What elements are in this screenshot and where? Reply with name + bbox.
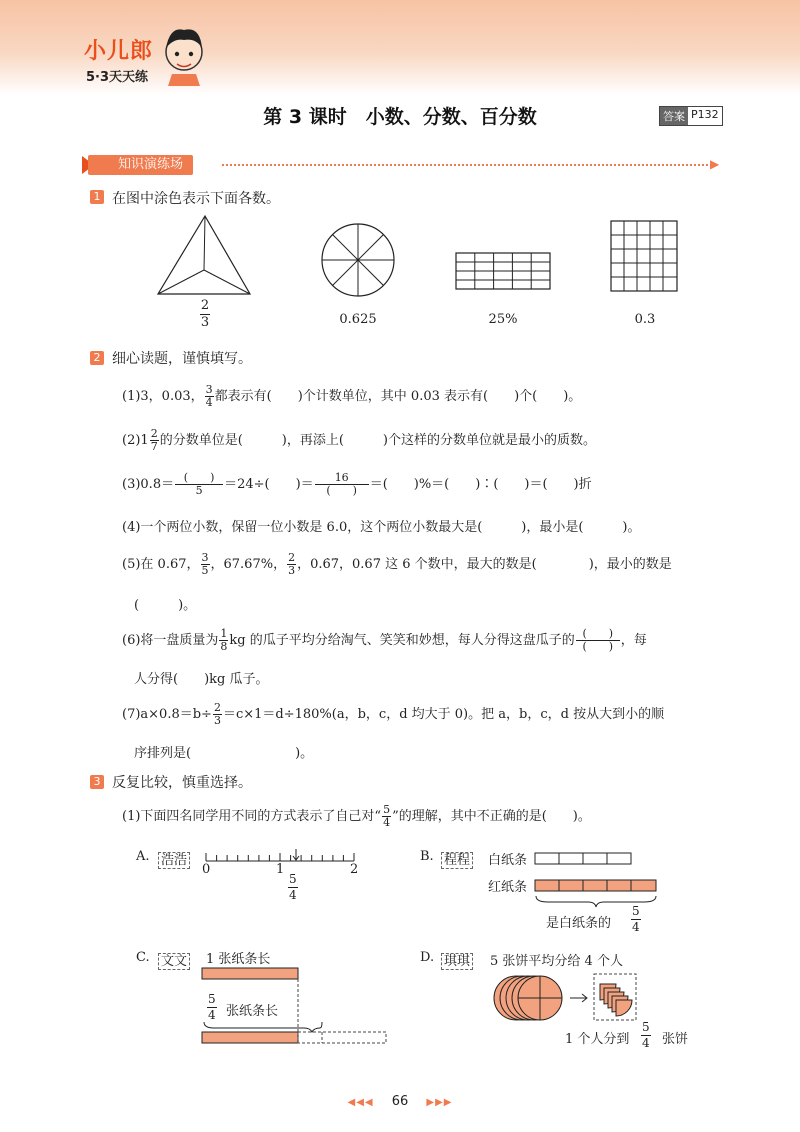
text-segment: (7)a×0.8＝b÷	[122, 707, 212, 722]
denominator: 5	[201, 564, 209, 577]
text-segment: ，每	[620, 633, 647, 648]
red-strip-note: 是白纸条的	[546, 916, 612, 931]
student-name: 琪琪	[441, 953, 473, 970]
section-divider	[222, 164, 712, 166]
denominator: 4	[289, 888, 297, 902]
numerator: 2	[213, 701, 221, 714]
question-text: 细心读题，谨慎填写。	[112, 351, 252, 367]
denominator: 4	[632, 920, 640, 934]
numerator: ( )	[576, 628, 620, 641]
numerator: 1	[220, 627, 228, 640]
q2-line-6	[122, 628, 647, 653]
cake-illustration	[490, 970, 650, 1026]
q2-line-5	[122, 552, 672, 577]
strip-label: 张纸条长	[226, 1004, 279, 1019]
tick-label: 2	[350, 862, 359, 877]
text-segment: ”的理解，其中不正确的是( )。	[392, 809, 591, 824]
fraction-label	[190, 298, 220, 331]
q2-line-2	[122, 428, 596, 453]
numerator: 3	[201, 551, 209, 564]
q2-line-7	[122, 702, 664, 727]
note-fraction	[630, 904, 642, 935]
text-segment: ，0.6̇7̇，0.67̇ 这 6 个数中，最大的数是( )，最小的数是	[297, 557, 672, 572]
text-segment: (1)3，0.03，	[122, 389, 204, 404]
numerator: 2	[288, 551, 296, 564]
option-b-letter[interactable]: B.	[420, 849, 434, 864]
denominator: 5	[195, 484, 203, 497]
denominator: ( )	[326, 484, 357, 497]
numerator: 2	[150, 427, 158, 440]
brand-logo: 小儿郎	[84, 39, 154, 64]
cake-unit-label: 张饼	[662, 1032, 689, 1047]
numerator: 16	[315, 472, 369, 485]
text-segment: 的分数单位是( )，再添上( )个这样的分数单位就是最小的质数。	[159, 433, 596, 448]
page-title: 第 3 课时 小数、分数、百分数	[263, 106, 537, 128]
cake-result-label: 1 个人分到	[565, 1032, 630, 1047]
question-number: 3	[90, 775, 104, 789]
numerator: 5	[383, 803, 391, 816]
text-segment: ＝c×1＝d÷180%(a，b，c，d 均大于 0)。把 a，b，c，d 按从大到小的顺	[222, 707, 665, 722]
text-segment: kg 的瓜子平均分给淘气、笑笑和妙想，每人分得这盘瓜子的	[229, 633, 575, 648]
answer-ref	[659, 106, 723, 126]
page-footer	[0, 1094, 800, 1109]
decimal-label: 0.625	[339, 312, 377, 327]
q2-line-7b: 序排列是( )。	[134, 746, 314, 761]
percent-label: 25%	[488, 312, 518, 327]
question-number: 2	[90, 351, 104, 365]
cake-sharing-label: 5 张饼平均分给 4 个人	[490, 954, 623, 969]
q2-line-1	[122, 384, 581, 409]
option-c-letter[interactable]: C.	[136, 950, 150, 965]
option-d-name	[441, 950, 473, 969]
numerator: 5	[642, 1020, 650, 1034]
q2-line-4: (4)一个两位小数，保留一位小数是 6.0，这个两位小数最大是( )，最小是( )。	[122, 520, 641, 535]
text-segment: (3)0.8＝	[122, 477, 175, 492]
question-number: 1	[90, 190, 104, 204]
question-text: 反复比较，慎重选择。	[112, 775, 252, 791]
triangle-figure[interactable]	[150, 210, 260, 300]
text-segment: ，67.67%，	[210, 557, 287, 572]
denominator: 3	[288, 564, 296, 577]
white-strip-label: 白纸条	[488, 853, 528, 868]
question-text: 在图中涂色表示下面各数。	[112, 191, 280, 207]
denominator: 7	[150, 440, 158, 453]
numerator: 5	[208, 992, 216, 1006]
text-segment: (5)在 0.67，	[122, 557, 200, 572]
student-name: 浩浩	[158, 852, 190, 869]
section-tag: 知识演练场	[88, 155, 193, 175]
denominator: 8	[220, 640, 228, 653]
red-strip-label: 红纸条	[488, 880, 528, 895]
q3-line-1	[122, 804, 591, 829]
number-line-fraction	[287, 872, 299, 903]
text-segment: ＝( )%＝( )∶( )＝( )折	[369, 477, 592, 492]
text-segment: (1)下面四名同学用不同的方式表示了自己对“	[122, 809, 382, 824]
numerator: 2	[200, 298, 210, 313]
denominator: 4	[205, 396, 213, 409]
one-strip-label: 1 张纸条长	[206, 952, 271, 967]
denominator: ( )	[582, 640, 614, 653]
decimal-label: 0.3	[634, 312, 656, 327]
denominator: 3	[213, 714, 221, 727]
mascot-icon	[160, 20, 208, 86]
text-segment: (2)1	[122, 433, 149, 448]
tick-label: 1	[276, 862, 285, 877]
prev-arrows-icon: ◀◀◀	[347, 1097, 374, 1108]
divider-arrow-icon: ▶	[710, 157, 720, 171]
numerator: 5	[632, 904, 640, 918]
text-segment: (6)将一盘质量为	[122, 633, 219, 648]
denominator: 4	[642, 1036, 650, 1050]
q2-line-6b: 人分得( )kg 瓜子。	[134, 672, 269, 687]
page-number: 66	[391, 1094, 409, 1109]
denominator: 4	[208, 1008, 216, 1022]
option-a-letter[interactable]: A.	[136, 849, 150, 864]
white-strip	[534, 852, 634, 866]
numerator: 3	[205, 383, 213, 396]
strip-fraction	[206, 992, 218, 1023]
q2-line-5b: ( )。	[134, 598, 197, 613]
option-a-name	[158, 849, 190, 868]
denominator: 3	[200, 315, 210, 330]
denominator: 4	[383, 816, 391, 829]
option-b-name	[441, 849, 473, 868]
answer-page: P132	[691, 108, 719, 121]
square-grid-figure[interactable]	[610, 220, 680, 294]
cake-fraction	[640, 1020, 652, 1051]
text-segment: ＝24÷( )＝	[224, 477, 314, 492]
rectangle-grid-figure[interactable]	[455, 252, 551, 292]
answer-key-label: 答案	[660, 107, 688, 125]
q2-line-3	[122, 472, 592, 497]
red-strip	[534, 879, 660, 893]
numerator: ( )	[175, 472, 223, 485]
tick-label: 0	[202, 862, 211, 877]
text-segment: 都表示有( )个计数单位，其中 0.03 表示有( )个( )。	[214, 389, 582, 404]
next-arrows-icon: ▶▶▶	[426, 1097, 453, 1108]
brand-subtitle: 5·3天天练	[86, 70, 149, 85]
option-d-letter[interactable]: D.	[420, 950, 435, 965]
circle-figure[interactable]	[318, 220, 398, 300]
option-c-name	[158, 950, 190, 969]
numerator: 5	[289, 872, 297, 886]
student-name: 文文	[158, 953, 190, 970]
student-name: 程程	[441, 852, 473, 869]
